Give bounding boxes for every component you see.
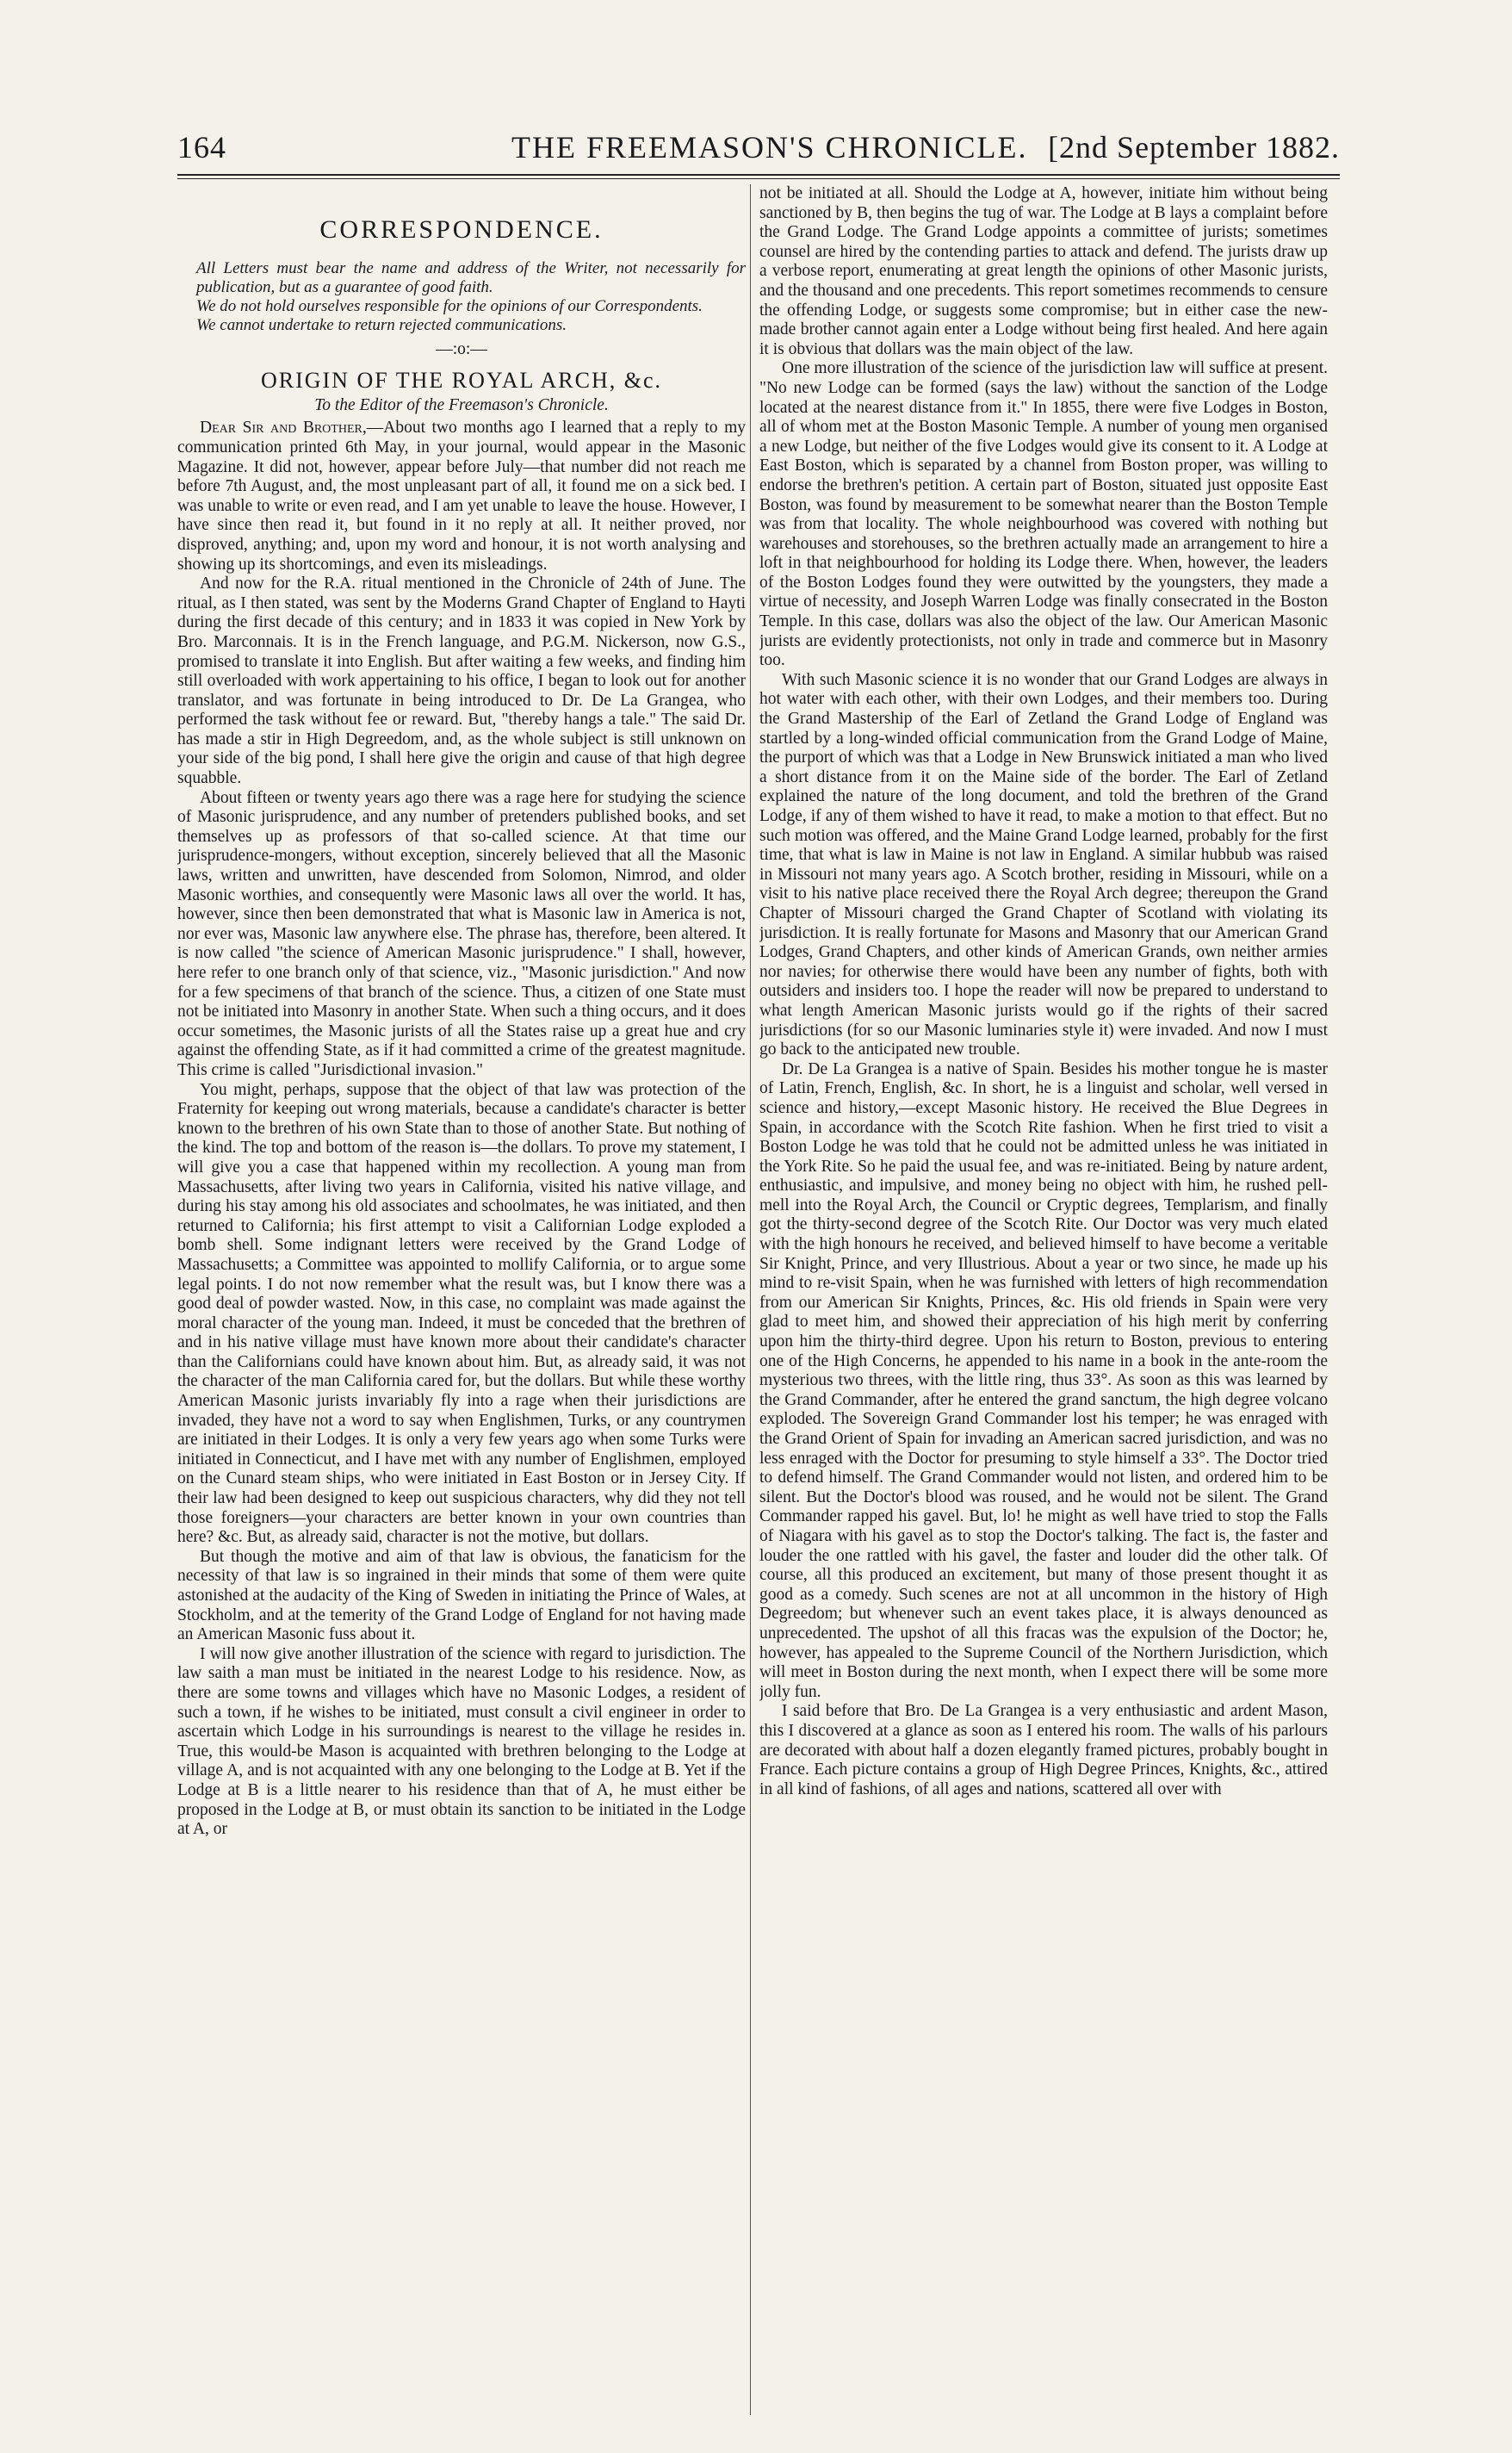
left-column (177, 184, 746, 2415)
article-paragraph: Dear Sir and Brother,—About two months ago I learned that a reply to my communication printed 6th May, in your journal, would appear in the Masonic Magazine. It did not, however, appear before July—that number did not reach me before 7th August, and, the most unpleasant part of all, it found me on a sick bed. I was unable to write or even read, and I am yet unable to leave the house. However, I have since then read it, but found in it no reply at all. It neither proved, nor disproved, anything; and, upon my word and honour, it is not worth analysing and showing up its shortcomings, and even its misleadings. (177, 419, 746, 574)
publication-title: THE FREEMASON'S CHRONICLE. (511, 130, 1028, 165)
page-number: 164 (177, 130, 226, 165)
article-title: ORIGIN OF THE ROYAL ARCH, &c. (260, 368, 663, 394)
article-paragraph: And now for the R.A. ritual mentioned in the Chronicle of 24th of June. The ritual, as I then stated, was sent by the Moderns Grand Chapter of England to Hayti during the first decade of this century; and in 1833 it was copied in New York by Bro. Marconnais. It is in the French language, and P.G.M. Nickerson, now G.S., promised to translate it into English. But after waiting a few weeks, and finding him still overloaded with work appertaining to his office, I began to look out for another translator, and was fortunate in being introduced to Dr. De La Grangea, who performed the task without fee or reward. But, "thereby hangs a tale." The said Dr. has made a stir in High Degreedom, and, as the whole subject is still unknown on your side of the big pond, I shall here give the origin and cause of that high degree squabble. (177, 574, 746, 788)
article-paragraph: I will now give another illustration of the science with regard to jurisdiction. The law saith a man must be initiated in the nearest Lodge to his residence. Now, as there are some towns and villages which have no Masonic Lodges, a resident of such a town, if he wishes to be initiated, must consult a civil engineer in order to ascertain which Lodge in his surroundings is nearest to the village he resides in. True, this would-be Mason is acquainted with brethren belonging to the Lodge at village A, and is not acquainted with any one belonging to the Lodge at B. Yet if the Lodge at B is a little nearer to his residence than that of A, he must either be proposed in the Lodge at B, or must obtain its sanction to be initiated in the Lodge at A, or (177, 1644, 746, 1839)
article-paragraph: not be initiated at all. Should the Lodge at A, however, initiate him without being sanctioned by B, then begins the tug of war. The Lodge at B lays a complaint before the Grand Lodge. The Grand Lodge appoints a committee of jurists; sometimes counsel are hired by the contending parties to attack and defend. The jurists draw up a verbose report, enumerating at great length the opinions of other Masonic jurists, and the thousand and one precedents. This report sometimes recommends to censure the offending Lodge, or suggests some compromise; but in either case the new-made brother cannot again enter a Lodge without being first healed. And here again it is obvious that dollars was the main object of the law. (759, 184, 1328, 358)
editorial-notice: We do not hold ourselves responsible for the opinions of our Correspondents. (196, 296, 703, 315)
article-paragraph: About fifteen or twenty years ago there was a rage here for studying the science of Masonic jurisprudence, and any number of pretenders published books, and set themselves up as professors of that so-called science. At that time our jurisprudence-mongers, without exception, sincerely believed that all the Masonic laws, written and unwritten, have descended from Solomon, Nimrod, and older Masonic worthies, and consequently were Masonic laws all over the world. It has, however, since then been demonstrated that what is Masonic law in America is not, nor ever was, Masonic law anywhere else. The phrase has, therefore, been altered. It is now called "the science of American Masonic jurisprudence." I shall, however, here refer to one branch only of that science, viz., "Masonic jurisdiction." And now for a few specimens of that branch of the science. Thus, a citizen of one State must not be initiated into Masonry in another State. When such a thing occurs, and it does occur sometimes, the Masonic jurists of all the States raise up a great hue and cry against the offending State, as if it had committed a crime of the greatest magnitude. This crime is called "Jurisdictional invasion." (177, 788, 746, 1079)
issue-date: [2nd September 1882. (1048, 130, 1340, 165)
article-paragraph: Dr. De La Grangea is a native of Spain. Besides his mother tongue he is master of Latin, French, English, &c. In short, he is a linguist and scholar, well versed in science and history,—except Masonic history. He received the Blue Degrees in Spain, in accordance with the Scotch Rite fashion. When he first tried to visit a Boston Lodge he was told that he could not be admitted unless he was initiated in the York Rite. So he paid the usual fee, and was re-initiated. Being by nature ardent, enthusiastic, and impulsive, and money being no object with him, he rushed pell-mell into the Royal Arch, the Council or Cryptic degrees, Templarism, and finally got the thirty-second degree of the Scotch Rite. Our Doctor was very much elated with the high honours he received, and believed himself to have become a veritable Sir Knight, Prince, and very Illustrious. About a year or two since, he made up his mind to re-visit Spain, when he was furnished with letters of high recommendation from our American Sir Knights, Princes, &c. His old friends in Spain were very glad to meet him, and showed their appreciation of his high merit by conferring upon him the thirty-third degree. Upon his return to Boston, previous to entering one of the High Concerns, he appended to his name in a book in the ante-room the mysterious two threes, with the little ring, thus 33°. As soon as this was learned by the Grand Commander, after he entered the grand sanctum, the high degree volcano exploded. The Sovereign Grand Commander lost his temper; he was enraged with the Grand Orient of Spain for invading an American sacred jurisdiction, and was no less enraged with the Doctor for presuming to style himself a 33°. The Doctor tried to defend himself. The Grand Commander would not listen, and ordered him to be silent. But the Doctor's blood was roused, and he would not be silent. The Grand Commander rapped his gavel. But, lo! he might as well have tried to stop the Falls of Niagara with his gavel as to stop the Doctor's talking. The fact is, the faster and louder the one rattled with his gavel, the faster and louder did the other talk. Of course, all this produced an excitement, but many of those present thought it as good as a comedy. Such scenes are not at all uncommon in the history of High Degreedom; but whenever such an event takes place, it is always denounced as unprecedented. The upshot of all this fracas was the expulsion of the Doctor; he, however, has appealed to the Supreme Council of the Northern Jurisdiction, which will meet in Boston during the next month, when I expect there will be some more jolly fun. (759, 1059, 1328, 1701)
editorial-notice: All Letters must bear the name and address of the Writer, not necessarily for publication, but as a guarantee of good faith. (196, 258, 746, 296)
article-paragraph: But though the motive and aim of that law is obvious, the fanaticism for the necessity of that law is so ingrained in their minds that some of them were quite astonished at the audacity of the King of Sweden in initiating the Prince of Wales, at Stockholm, and at the temerity of the Grand Lodge of England for not having made an American Masonic fuss about it. (177, 1547, 746, 1644)
article-paragraph: I said before that Bro. De La Grangea is a very enthusiastic and ardent Mason, this I discovered at a glance as soon as I entered his room. The walls of his parlours are decorated with about half a dozen elegantly framed pictures, probably bought in France. Each picture contains a group of High Degree Princes, Knights, &c., attired in all kind of fashions, of all ages and nations, scattered all over with (759, 1702, 1328, 1798)
masthead-rule (177, 174, 1340, 176)
column-divider (750, 184, 751, 2415)
addressee-line: To the Editor of the Freemason's Chronicle. (314, 395, 609, 414)
masthead-rule-thin (177, 178, 1340, 179)
section-heading: CORRESPONDENCE. (319, 215, 604, 244)
article-paragraph: One more illustration of the science of the jurisdiction law will suffice at present. "No new Lodge can be formed (says the law) without the sanction of the Lodge located at the nearest distance from it." In 1855, there were five Lodges in Boston, all of whom met at the Boston Masonic Temple. A number of young men organised a new Lodge, but neither of the five Lodges would give its consent to it. A Lodge at East Boston, which is separated by a channel from Boston proper, was willing to endorse the brethren's petition. A certain part of Boston, situated just opposite East Boston, was found by measurement to be somewhat nearer than the Boston Temple was from that locality. The whole neighbourhood was covered with nothing but warehouses and storehouses, so the brethren actually made an arrangement to hire a loft in that neighbourhood for holding its Lodge there. When, however, the leaders of the Boston Lodges found they were outwitted by the youngsters, they made a virtue of necessity, and Joseph Warren Lodge was finally consecrated in the Boston Temple. In this case, dollars was also the object of the law. Our American Masonic jurists are evidently protectionists, not only in trade and commerce but in Masonry too. (759, 359, 1328, 670)
editorial-notice: We cannot undertake to return rejected communications. (196, 315, 567, 334)
article-paragraph: You might, perhaps, suppose that the object of that law was protection of the Fraternity for keeping out wrong materials, because a candidate's character is better known to the brethren of his own State than to those of another State. But nothing of the kind. The top and bottom of the reason is—the dollars. To prove my statement, I will give you a case that happened within my recollection. A young man from Massachusetts, after living two years in California, visited his native village, and during his stay among his old associates and schoolmates, he was initiated, and then returned to California; his first attempt to visit a Californian Lodge exploded a bomb shell. Some indignant letters were received by the Grand Lodge of Massachusetts; a Committee was appointed to mollify California, or to argue some legal points. I do not now remember what the result was, but I know there was a good deal of powder wasted. Now, in this case, no complaint was made against the moral character of the young man. Indeed, it must be conceded that the brethren of and in his native village must have known more about their candidate's character than the Californians could have known about him. But, as already said, it was not the character of the man California cared for, but the dollars. But while these worthy American Masonic jurists invariably fly into a rage when their jurisdictions are invaded, they have not a word to say when Englishmen, Turks, or any countrymen are initiated in their Lodges. It is only a very few years ago when some Turks were initiated in Connecticut, and I have met with any number of Englishmen, employed on the Cunard steam ships, who were initiated in East Boston or in Jersey City. If their law had been designed to keep out suspicious characters, why did they not tell those foreigners—your characters are better known in your own countries than here? &c. But, as already said, character is not the motive, but dollars. (177, 1080, 746, 1547)
ornament-divider: —:o:— (436, 339, 487, 358)
masthead (177, 129, 1340, 174)
article-paragraph: With such Masonic science it is no wonder that our Grand Lodges are always in hot water with each other, with their own Lodges, and their members too. During the Grand Mastership of the Earl of Zetland the Grand Lodge of England was startled by a long-winded official communication from the Grand Lodge of Maine, the purport of which was that a Lodge in New Brunswick initiated a man who lived a short distance from it on the Maine side of the border. The Earl of Zetland explained the nature of the long document, and told the brethren of the Grand Lodge, if any of them wished to have it read, to make a motion to that effect. But no such motion was offered, and the Maine Grand Lodge learned, probably for the first time, that what is law in Maine is not law in England. A similar hubbub was raised in Missouri not many years ago. A Scotch brother, residing in Missouri, while on a visit to his native place received there the Royal Arch degree; thereupon the Grand Chapter of Missouri charged the Grand Chapter of Scotland with violating its jurisdiction. It is really fortunate for Masons and Masonry that our American Grand Lodges, Grand Chapters, and other kinds of American Grands, own neither armies nor navies; for otherwise there would have been any number of fights, both with outsiders and insiders too. I hope the reader will now be prepared to understand to what length American Masonic jurists would go if the rights of their sacred jurisdictions (for so our Masonic luminaries style it) were invaded. And now I must go back to the anticipated new trouble. (759, 670, 1328, 1059)
salutation: Dear Sir and Brother, (200, 419, 367, 438)
right-column (759, 184, 1328, 2415)
